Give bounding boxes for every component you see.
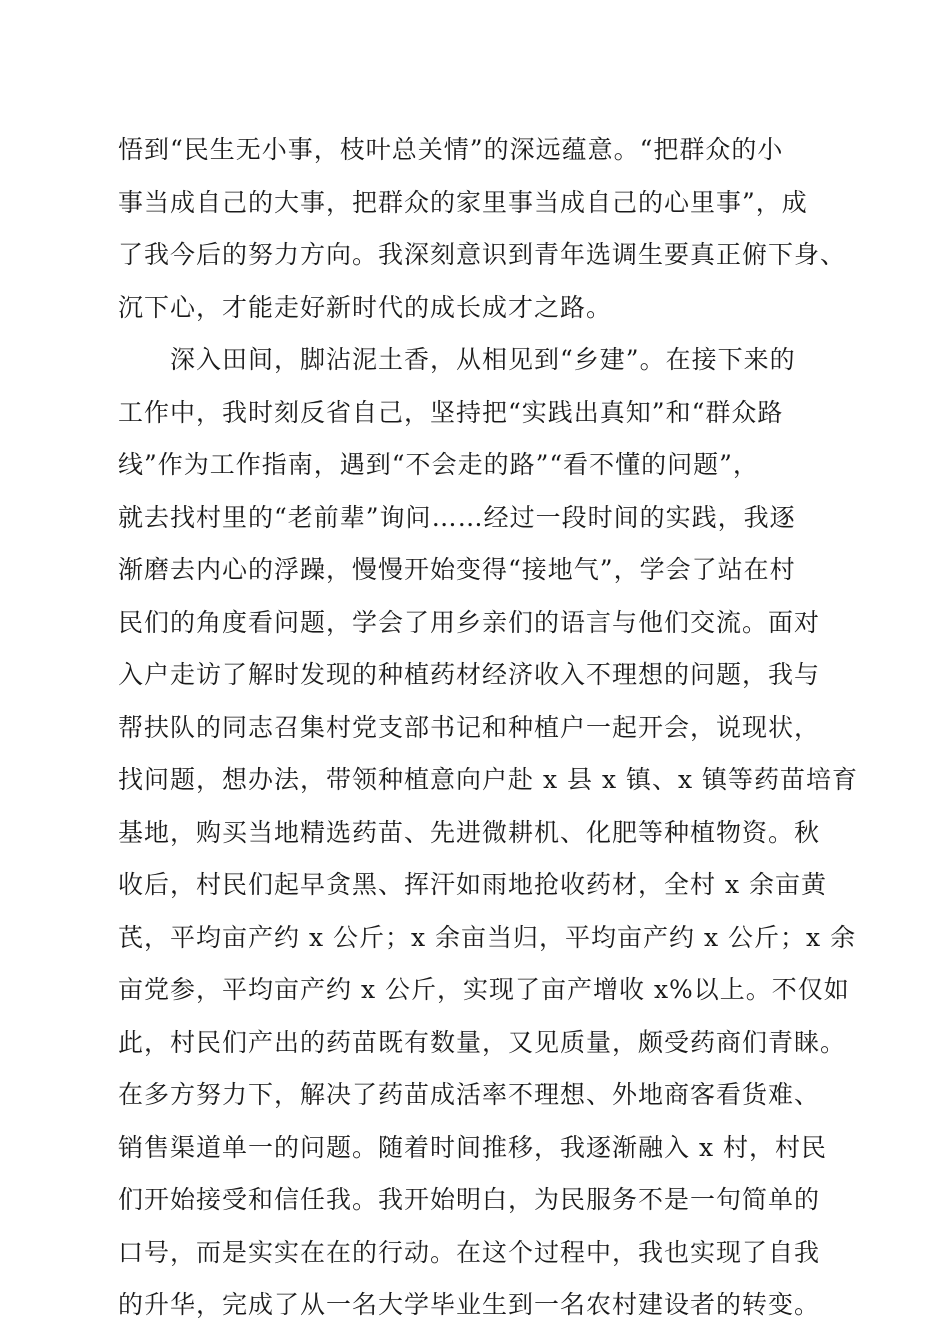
text-line: 收后，村民们起早贪黑、挥汗如雨地抢收药材，全村 x 余亩黄 — [118, 870, 827, 899]
text-line: 的升华，完成了从一名大学毕业生到一名农村建设者的转变。 — [118, 1290, 821, 1319]
text-line: 工作中，我时刻反省自己，坚持把“实践出真知”和“群众路 — [118, 397, 784, 427]
text-line: 基地，购买当地精选药苗、先进微耕机、化肥等种植物资。秋 — [118, 817, 821, 847]
text-line: 了我今后的努力方向。我深刻意识到青年选调生要真正俯下身、 — [118, 240, 847, 269]
text-line: 渐磨去内心的浮躁，慢慢开始变得“接地气”，学会了站在村 — [118, 555, 796, 584]
text-line: 沉下心，才能走好新时代的成长成才之路。 — [118, 292, 613, 322]
text-line: 找问题，想办法，带领种植意向户赴 x 县 x 镇、x 镇等药苗培育 — [118, 765, 859, 794]
text-line: 线”作为工作指南，遇到“不会走的路”“看不懂的问题”， — [118, 450, 759, 479]
text-line: 销售渠道单一的问题。随着时间推移，我逐渐融入 x 村，村民 — [118, 1132, 827, 1162]
text-line: 口号，而是实实在在的行动。在这个过程中，我也实现了自我 — [118, 1237, 821, 1267]
text-line: 入户走访了解时发现的种植药材经济收入不理想的问题，我与 — [118, 660, 821, 689]
body-text — [118, 124, 859, 1332]
text-line: 此，村民们产出的药苗既有数量，又见质量，颇受药商们青睐。 — [118, 1027, 847, 1057]
text-line: 悟到“民生无小事，枝叶总关情”的深远蕴意。“把群众的小 — [118, 135, 784, 164]
text-line: 事当成自己的大事，把群众的家里事当成自己的心里事”，成 — [118, 187, 808, 217]
text-line: 亩党参，平均亩产约 x 公斤，实现了亩产增收 x%以上。不仅如 — [118, 975, 850, 1004]
text-line: 芪，平均亩产约 x 公斤；x 余亩当归，平均亩产约 x 公斤；x 余 — [118, 922, 857, 952]
text-line: 民们的角度看问题，学会了用乡亲们的语言与他们交流。面对 — [118, 607, 821, 637]
text-line: 们开始接受和信任我。我开始明白，为民服务不是一句简单的 — [118, 1185, 821, 1214]
text-line: 就去找村里的“老前辈”询问……经过一段时间的实践，我逐 — [118, 502, 796, 532]
text-line: 帮扶队的同志召集村党支部书记和种植户一起开会，说现状， — [118, 712, 821, 742]
text-line: 深入田间，脚沾泥土香，从相见到“乡建”。在接下来的 — [118, 345, 796, 374]
text-line: 在多方努力下，解决了药苗成活率不理想、外地商客看货难、 — [118, 1080, 821, 1109]
